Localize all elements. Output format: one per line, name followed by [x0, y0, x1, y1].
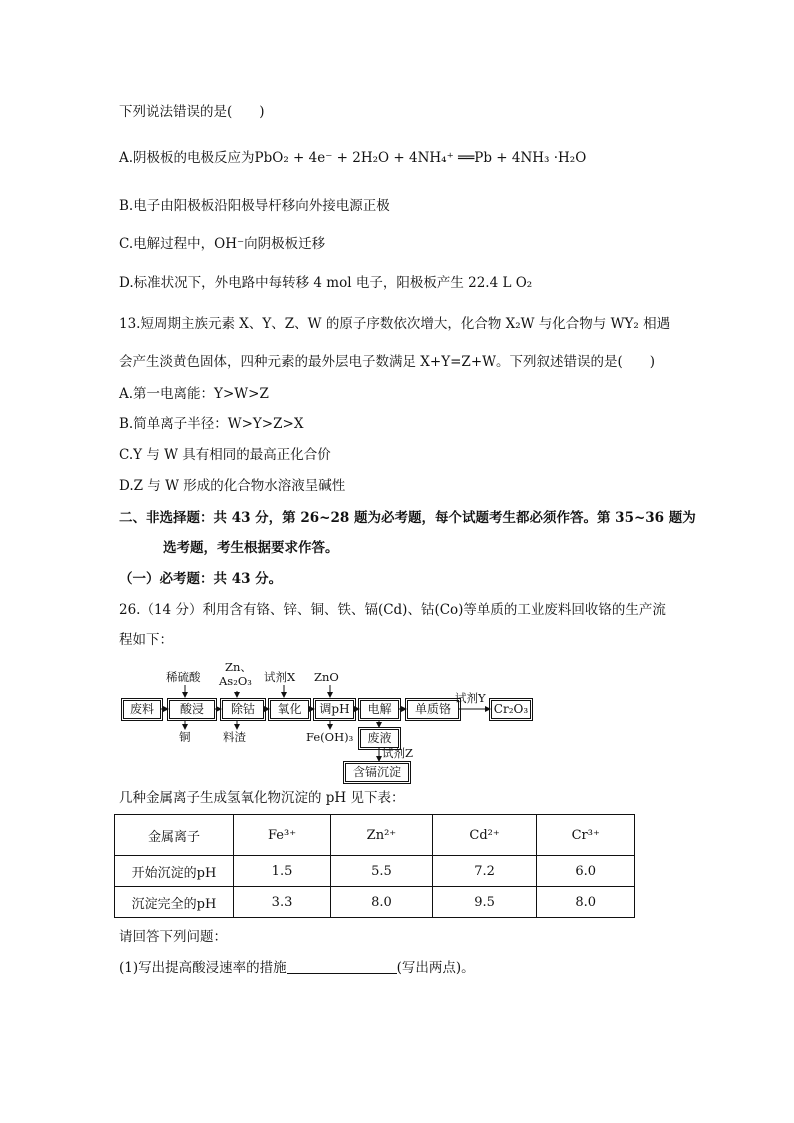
q12-option-a-equation: PbO₂ + 4e⁻ + 2H₂O + 4NH₄⁺ ══Pb + 4NH₃ ·H₂O — [254, 150, 587, 166]
q13-option-c: C.Y 与 W 具有相同的最高正化合价 — [119, 447, 331, 463]
flow-reagent-y: 试剂Y — [455, 691, 486, 705]
flow-box-waste: 废料 — [123, 700, 161, 719]
q12-stem: 下列说法错误的是( ) — [119, 104, 265, 120]
flow-box-cadmium-precipitate: 含镉沉淀 — [345, 763, 409, 782]
flow-output-feoh3: Fe(OH)₃ — [306, 730, 354, 744]
table-cell: 5.5 — [331, 856, 433, 887]
q13-stem-line-1: 13.短周期主族元素 X、Y、Z、W 的原子序数依次增大，化合物 X₂W 与化合物与 WY₂ 相遇 — [119, 316, 671, 332]
table-header-cell: Zn²⁺ — [331, 815, 433, 856]
q13-option-a: A.第一电离能：Y>W>Z — [119, 386, 269, 402]
table-header-cell: 金属离子 — [115, 815, 234, 856]
table-cell: 6.0 — [537, 856, 635, 887]
flow-reagent-sulfuric-acid: 稀硫酸 — [166, 670, 201, 684]
table-cell: 1.5 — [234, 856, 331, 887]
q26-stem-line-1: 26.（14 分）利用含有铬、锌、铜、铁、镉(Cd)、钴(Co)等单质的工业废料回收铬的生产流 — [119, 602, 666, 618]
flow-box-cr2o3: Cr₂O₃ — [491, 700, 531, 719]
section2-heading: 二、非选择题：共 43 分，第 26~28 题为必考题，每个试题考生都必须作答。第 35~36 题为 — [119, 510, 696, 526]
flow-reagent-as2o3: As₂O₃ — [219, 674, 252, 688]
ph-table — [114, 814, 635, 918]
sub-question-1-text: (1)写出提高酸浸速率的措施 — [119, 960, 287, 976]
table-cell: 7.2 — [432, 856, 537, 887]
flow-reagent-z: 试剂Z — [382, 746, 413, 760]
table-intro: 几种金属离子生成氢氧化物沉淀的 pH 见下表： — [119, 790, 405, 806]
flow-box-electrolysis: 电解 — [360, 700, 399, 719]
table-cell: 开始沉淀的pH — [115, 856, 234, 887]
table-cell: 9.5 — [432, 887, 537, 918]
flow-reagent-zn: Zn、 — [225, 660, 252, 674]
answer-prompt: 请回答下列问题： — [119, 929, 227, 945]
sub-question-1-suffix: (写出两点)。 — [396, 960, 475, 976]
table-row — [115, 887, 635, 918]
table-header-cell: Fe³⁺ — [234, 815, 331, 856]
q12-option-b: B.电子由阳极板沿阳极导杆移向外接电源正极 — [119, 198, 390, 214]
table-cell: 沉淀完全的pH — [115, 887, 234, 918]
table-header-row — [115, 815, 635, 856]
flow-reagent-zno: ZnO — [314, 670, 339, 684]
section2-heading-cont: 选考题，考生根据要求作答。 — [163, 540, 339, 556]
flow-box-oxidation: 氧化 — [270, 700, 309, 719]
q13-stem-line-2: 会产生淡黄色固体，四种元素的最外层电子数满足 X+Y=Z+W。下列叙述错误的是( ) — [119, 354, 656, 370]
process-flow-chart — [119, 658, 539, 782]
table-header-cell: Cd²⁺ — [432, 815, 537, 856]
q12-option-a — [119, 148, 586, 168]
q12-option-c: C.电解过程中，OH⁻向阴极板迁移 — [119, 236, 326, 252]
table-cell: 3.3 — [234, 887, 331, 918]
flow-box-adjust-ph: 调pH — [315, 700, 354, 719]
flow-box-chromium: 单质铬 — [407, 700, 459, 719]
q13-option-b: B.简单离子半径：W>Y>Z>X — [119, 416, 304, 432]
flow-reagent-x: 试剂X — [264, 670, 296, 684]
required-section-heading: （一）必考题：共 43 分。 — [119, 571, 283, 587]
flow-box-waste-liquid: 废液 — [360, 729, 399, 748]
table-header-cell: Cr³⁺ — [537, 815, 635, 856]
q13-option-d: D.Z 与 W 形成的化合物水溶液呈碱性 — [119, 478, 346, 494]
table-row — [115, 856, 635, 887]
table-cell: 8.0 — [331, 887, 433, 918]
answer-blank[interactable] — [287, 959, 397, 974]
flow-output-residue: 料渣 — [223, 730, 246, 744]
q12-option-a-label: A.阴极板的电极反应为 — [119, 150, 255, 166]
table-cell: 8.0 — [537, 887, 635, 918]
flow-box-remove-cobalt: 除钴 — [222, 700, 264, 719]
sub-question-1 — [119, 958, 475, 978]
q26-stem-line-2: 程如下： — [119, 632, 173, 648]
flow-box-acid-leach: 酸浸 — [169, 700, 215, 719]
q12-option-d: D.标准状况下，外电路中每转移 4 mol 电子，阳极板产生 22.4 L O₂ — [119, 275, 533, 291]
flow-output-copper: 铜 — [179, 730, 191, 744]
